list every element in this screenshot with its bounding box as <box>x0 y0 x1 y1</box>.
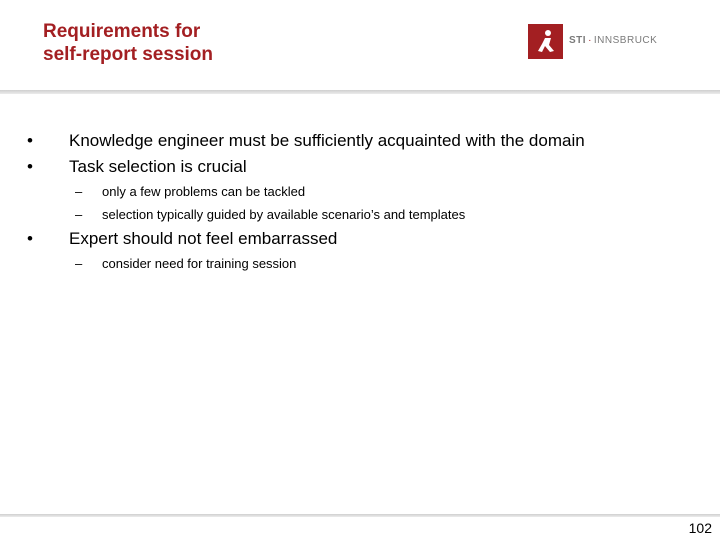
slide-title-line-1: Requirements for <box>43 21 201 42</box>
sti-innsbruck-logo <box>528 23 657 59</box>
sub-bullet-marker: – <box>75 207 83 222</box>
logo-text <box>569 35 657 47</box>
footer-divider <box>0 514 720 517</box>
header-divider <box>0 90 720 94</box>
bullet-item <box>27 157 247 177</box>
slide-title <box>43 20 443 66</box>
slide-title-line-2: self-report session <box>43 44 213 65</box>
bullet-marker: • <box>27 131 33 150</box>
bullet-text: Expert should not feel embarrassed <box>69 229 338 248</box>
sub-bullet-text: selection typically guided by available scenario’s and templates <box>102 207 466 222</box>
sti-logo-icon <box>528 24 563 59</box>
page-number: 102 <box>688 520 712 536</box>
bullet-marker: • <box>27 157 33 176</box>
sub-bullet-item <box>75 207 465 222</box>
sub-bullet-text: only a few problems can be tackled <box>102 184 306 199</box>
sub-bullet-item <box>75 184 305 199</box>
logo-city: INNSBRUCK <box>593 35 658 46</box>
bullet-text: Task selection is crucial <box>69 157 247 176</box>
bullet-item <box>27 229 337 249</box>
sub-bullet-marker: – <box>75 256 83 271</box>
sub-bullet-marker: – <box>75 184 83 199</box>
logo-brand: STI <box>569 35 587 46</box>
bullet-text: Knowledge engineer must be sufficiently acquainted with the domain <box>69 131 585 150</box>
bullet-marker: • <box>27 229 33 248</box>
logo-separator: · <box>588 35 592 46</box>
bullet-item <box>27 131 585 151</box>
sub-bullet-text: consider need for training session <box>102 256 297 271</box>
sub-bullet-item <box>75 256 296 271</box>
